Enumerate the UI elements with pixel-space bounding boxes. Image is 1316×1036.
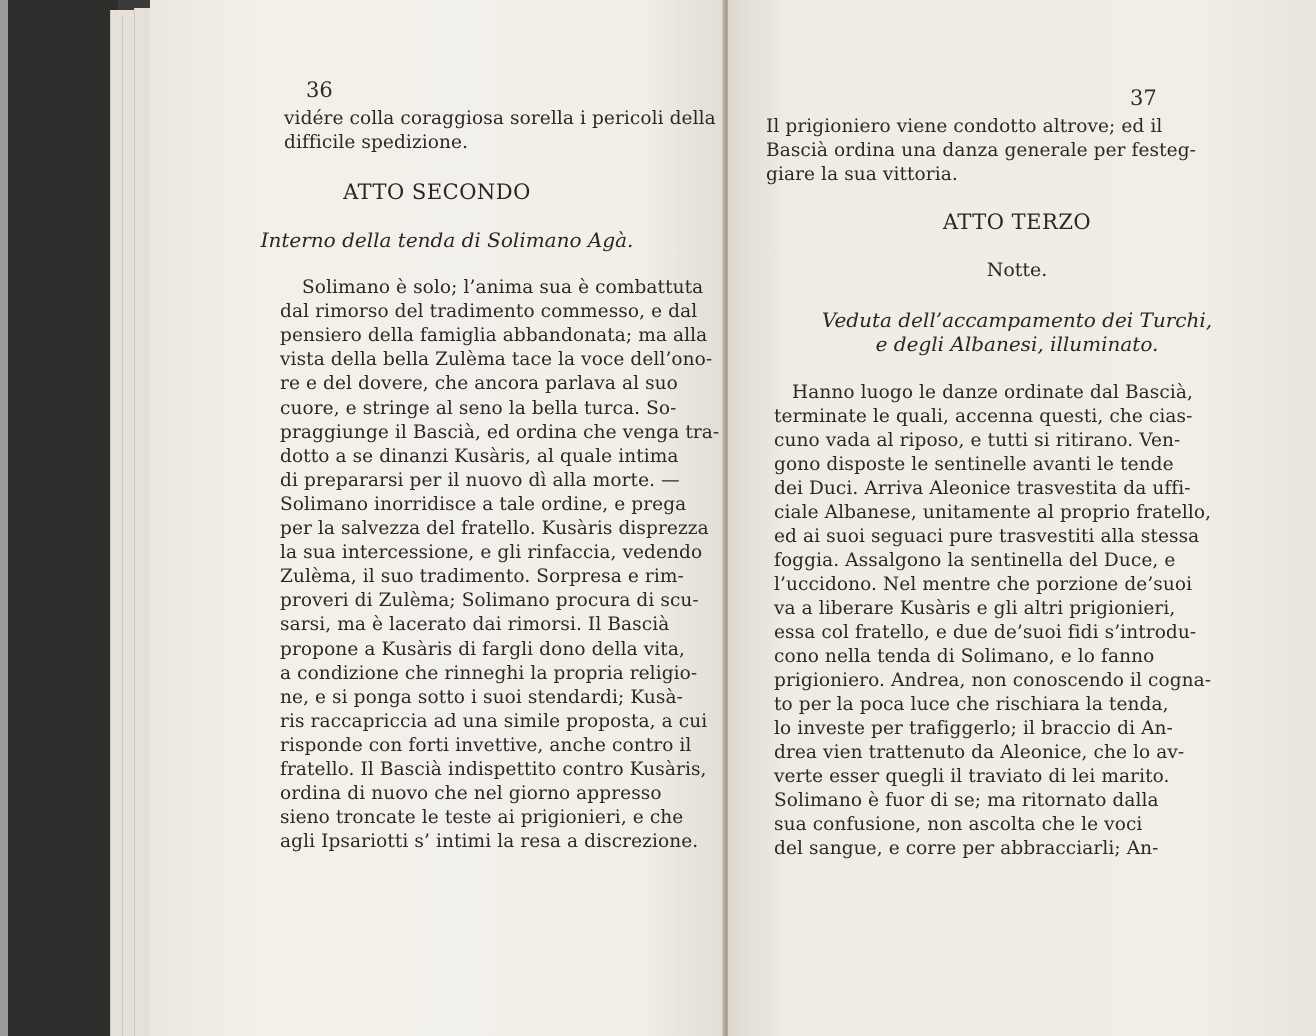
body-line: fratello. Il Bascià indispettito contro Kusàris, xyxy=(280,759,707,780)
right-page xyxy=(728,0,1316,1036)
body-line: propone a Kusàris di fargli dono della vita, xyxy=(280,638,685,660)
body-line: pensiero della famiglia abbandonata; ma alla xyxy=(280,325,708,347)
page-number: 37 xyxy=(1130,86,1157,110)
body-line: verte esser quegli il traviato di lei marito. xyxy=(774,766,1170,787)
left-page xyxy=(150,0,724,1036)
body-line: re e del dovere, che ancora parlava al suo xyxy=(280,373,678,395)
body-line: lo investe per trafiggerlo; il braccio di An- xyxy=(774,718,1173,739)
body-line: praggiunge il Bascià, ed ordina che venga tra- xyxy=(280,421,720,443)
intro-line: difficile spedizione. xyxy=(284,132,469,153)
body-line: ris raccapriccia ad una simile proposta, a cui xyxy=(280,710,708,732)
background-dark-cover xyxy=(8,0,118,1036)
body-line: ne, e si ponga sotto i suoi stendardi; Kusà- xyxy=(280,686,683,708)
intro-line: vidére colla coraggiosa sorella i pericoli della xyxy=(284,108,716,129)
body-line: ordina di nuovo che nel giorno appresso xyxy=(280,783,662,805)
body-line: dotto a se dinanzi Kusàris, al quale intima xyxy=(280,445,679,467)
act-heading: ATTO TERZO xyxy=(942,210,1092,234)
body-line: Solimano è solo; l’anima sua è combattuta xyxy=(302,277,704,298)
body-line: ciale Albanese, unitamente al proprio fratello, xyxy=(774,502,1212,523)
body-line: Solimano inorridisce a tale ordine, e prega xyxy=(280,493,687,515)
act-heading: ATTO SECONDO xyxy=(343,180,531,204)
body-line: a condizione che rinneghi la propria religio- xyxy=(280,662,698,684)
page-number: 36 xyxy=(306,78,333,102)
body-line: cuno vada al riposo, e tutti si ritirano. Ven- xyxy=(774,430,1181,451)
body-line: Hanno luogo le danze ordinate dal Bascià, xyxy=(792,382,1193,403)
body-line: cuore, e stringe al seno la bella turca. So- xyxy=(280,397,677,419)
body-line: agli Ipsariotti s’ intimi la resa a discrezione. xyxy=(280,831,699,853)
body-line: Solimano è fuor di se; ma ritornato dalla xyxy=(774,790,1159,811)
body-line: foggia. Assalgono la sentinella del Duce, e xyxy=(774,550,1176,571)
body-line: sua confusione, non ascolta che le voci xyxy=(774,814,1143,835)
scene-setting-line: e degli Albanesi, illuminato. xyxy=(875,332,1159,356)
intro-line: Il prigioniero viene condotto altrove; ed il xyxy=(766,116,1163,137)
body-line: drea vien trattenuto da Aleonice, che lo av- xyxy=(774,742,1185,763)
body-line: cono nella tenda di Solimano, e lo fanno xyxy=(774,646,1155,667)
body-line: sarsi, ma è lacerato dai rimorsi. Il Bascià xyxy=(280,614,670,636)
body-line: Zulèma, il suo tradimento. Sorpresa e rim- xyxy=(280,566,684,588)
body-line: del sangue, e corre per abbracciarli; An- xyxy=(774,838,1159,859)
body-line: la sua intercessione, e gli rinfaccia, vedendo xyxy=(280,542,703,564)
body-line: dei Duci. Arriva Aleonice trasvestita da uffi- xyxy=(774,478,1191,499)
body-line: gono disposte le sentinelle avanti le tende xyxy=(774,454,1174,475)
body-line: terminate le quali, accenna questi, che cias- xyxy=(774,406,1193,427)
body-line: per la salvezza del fratello. Kusàris disprezza xyxy=(280,518,709,539)
scene-setting: Interno della tenda di Solimano Agà. xyxy=(260,228,634,252)
time-of-day: Notte. xyxy=(986,259,1048,281)
body-line: l’uccidono. Nel mentre che porzione de’suoi xyxy=(774,574,1193,595)
body-line: dal rimorso del tradimento commesso, e dal xyxy=(280,301,698,323)
intro-line: giare la sua vittoria. xyxy=(766,164,958,185)
body-line: va a liberare Kusàris e gli altri prigionieri, xyxy=(774,598,1176,619)
intro-line: Bascià ordina una danza generale per festeg- xyxy=(766,140,1197,161)
body-line: sieno troncate le teste ai prigionieri, e che xyxy=(280,807,684,829)
body-line: essa col fratello, e due de’suoi fidi s’introdu- xyxy=(774,622,1197,643)
body-line: prigioniero. Andrea, non conoscendo il cogna- xyxy=(774,670,1212,691)
body-line: di prepararsi per il nuovo dì alla morte. — xyxy=(280,469,680,491)
body-line: vista della bella Zulèma tace la voce dell’ono- xyxy=(280,349,713,371)
body-line: to per la poca luce che rischiara la tenda, xyxy=(774,694,1169,715)
body-line: proveri di Zulèma; Solimano procura di scu- xyxy=(280,590,699,612)
body-line: risponde con forti invettive, anche contro il xyxy=(280,734,692,756)
scene-setting-line: Veduta dell’accampamento dei Turchi, xyxy=(821,308,1213,332)
body-line: ed ai suoi seguaci pure trasvestiti alla stessa xyxy=(774,526,1200,547)
